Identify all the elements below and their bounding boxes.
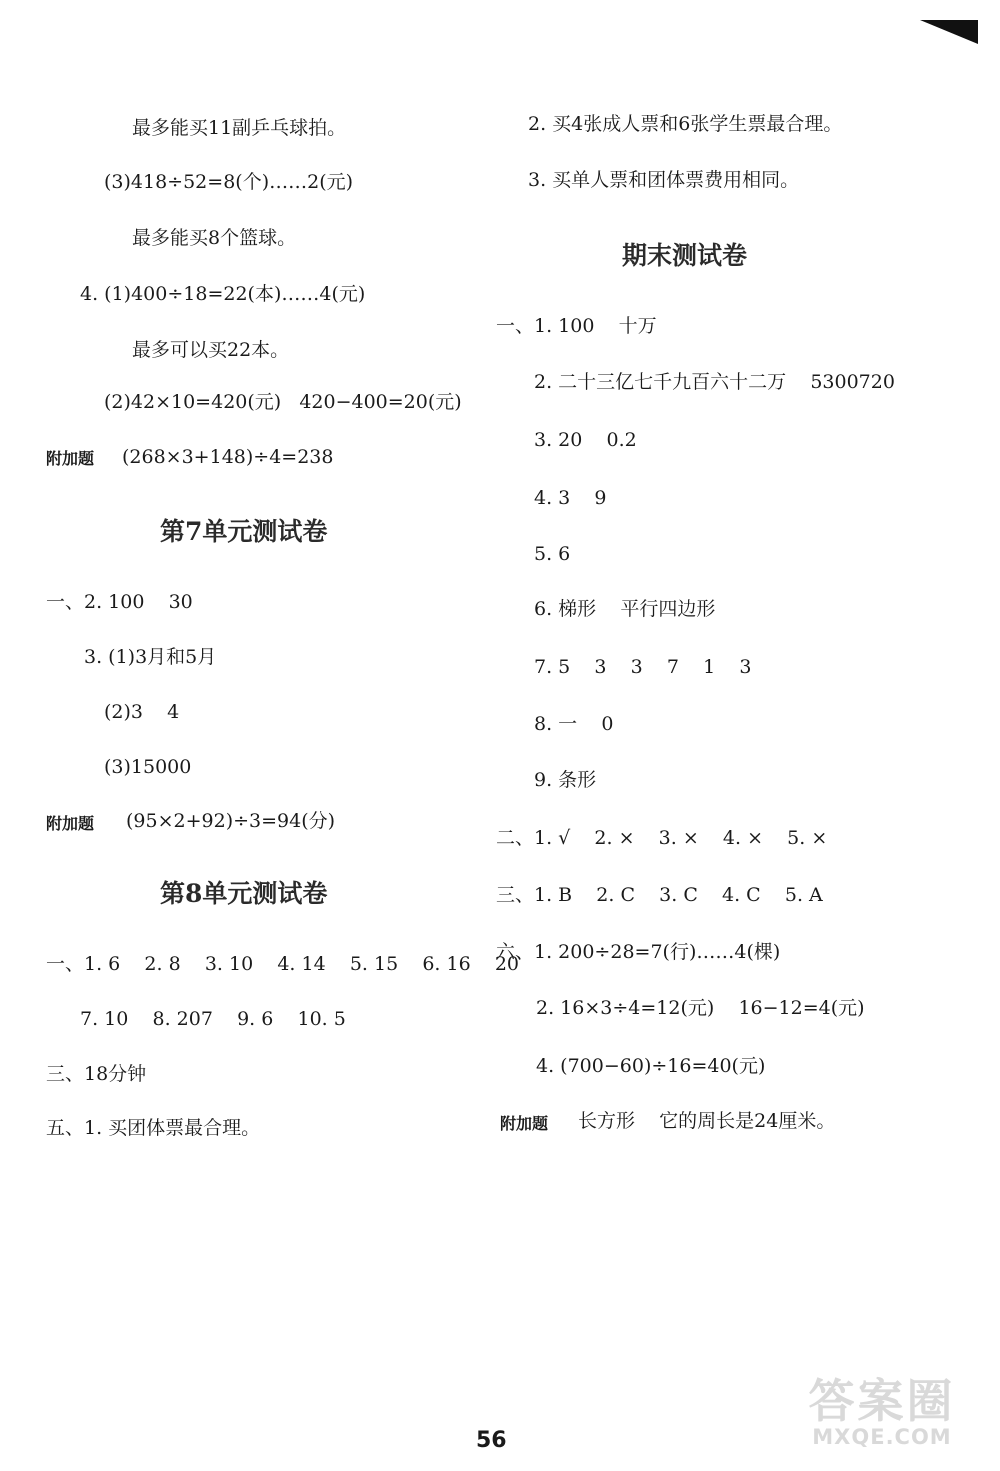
answer-line: 一、1. 6 2. 8 3. 10 4. 14 5. 15 6. 16 20 [46,953,520,975]
answer-line: (95×2+92)÷3=94(分) [126,810,336,832]
answer-line: 8. 一 0 [534,713,614,735]
answer-line: 6. 梯形 平行四边形 [534,598,716,620]
answer-line: 4. (700−60)÷16=40(元) [536,1055,766,1077]
extra-question-label: 附加题 [500,1114,549,1133]
answer-line: 9. 条形 [534,769,597,791]
answer-line: 4. 3 9 [534,487,607,509]
extra-question-label: 附加题 [46,814,95,833]
answer-line: 一、1. 100 十万 [496,315,657,337]
extra-question-label: 附加题 [46,449,95,468]
answer-line: (2)42×10=420(元) 420−400=20(元) [104,391,462,413]
answer-line: 7. 5 3 3 7 1 3 [534,656,752,678]
answer-line: 2. 16×3÷4=12(元) 16−12=4(元) [536,997,865,1019]
answer-line: 最多能买8个篮球。 [132,227,297,249]
answer-line: 五、1. 买团体票最合理。 [46,1117,261,1139]
answer-line: 4. (1)400÷18=22(本)……4(元) [80,283,366,305]
corner-tab-mark [920,20,978,44]
answer-line: 3. 买单人票和团体票费用相同。 [528,169,800,191]
answer-line: (2)3 4 [104,701,180,723]
answer-line: 5. 6 [534,543,571,565]
watermark-text-top: 答案圈 [808,1374,956,1428]
answer-line: 长方形 它的周长是24厘米。 [578,1110,836,1132]
answer-line: (3)418÷52=8(个)……2(元) [104,171,354,193]
answer-line: 三、1. B 2. C 3. C 4. C 5. A [496,884,823,906]
answer-line: 最多可以买22本。 [132,339,290,361]
page-number: 56 [476,1428,507,1453]
answer-line: 2. 二十三亿七千九百六十二万 5300720 [534,371,895,393]
answer-line: 三、18分钟 [46,1063,147,1085]
watermark-text-bottom: MXQE.COM [812,1425,952,1449]
answer-line: 2. 买4张成人票和6张学生票最合理。 [528,113,843,135]
answer-line: (3)15000 [104,756,192,778]
section-title-final-exam: 期末测试卷 [622,241,748,270]
answer-line: 7. 10 8. 207 9. 6 10. 5 [80,1008,346,1030]
answer-line: (268×3+148)÷4=238 [122,446,334,468]
answer-line: 3. (1)3月和5月 [84,646,217,668]
answer-line: 六、1. 200÷28=7(行)……4(棵) [496,941,781,963]
answer-line: 最多能买11副乒乓球拍。 [132,117,347,139]
answer-line: 二、1. √ 2. × 3. × 4. × 5. × [496,827,828,849]
answer-line: 3. 20 0.2 [534,429,637,451]
section-title-unit-7: 第7单元测试卷 [160,517,328,546]
section-title-unit-8: 第8单元测试卷 [160,879,328,908]
answer-line: 一、2. 100 30 [46,591,193,613]
watermark-logo [782,1376,982,1451]
